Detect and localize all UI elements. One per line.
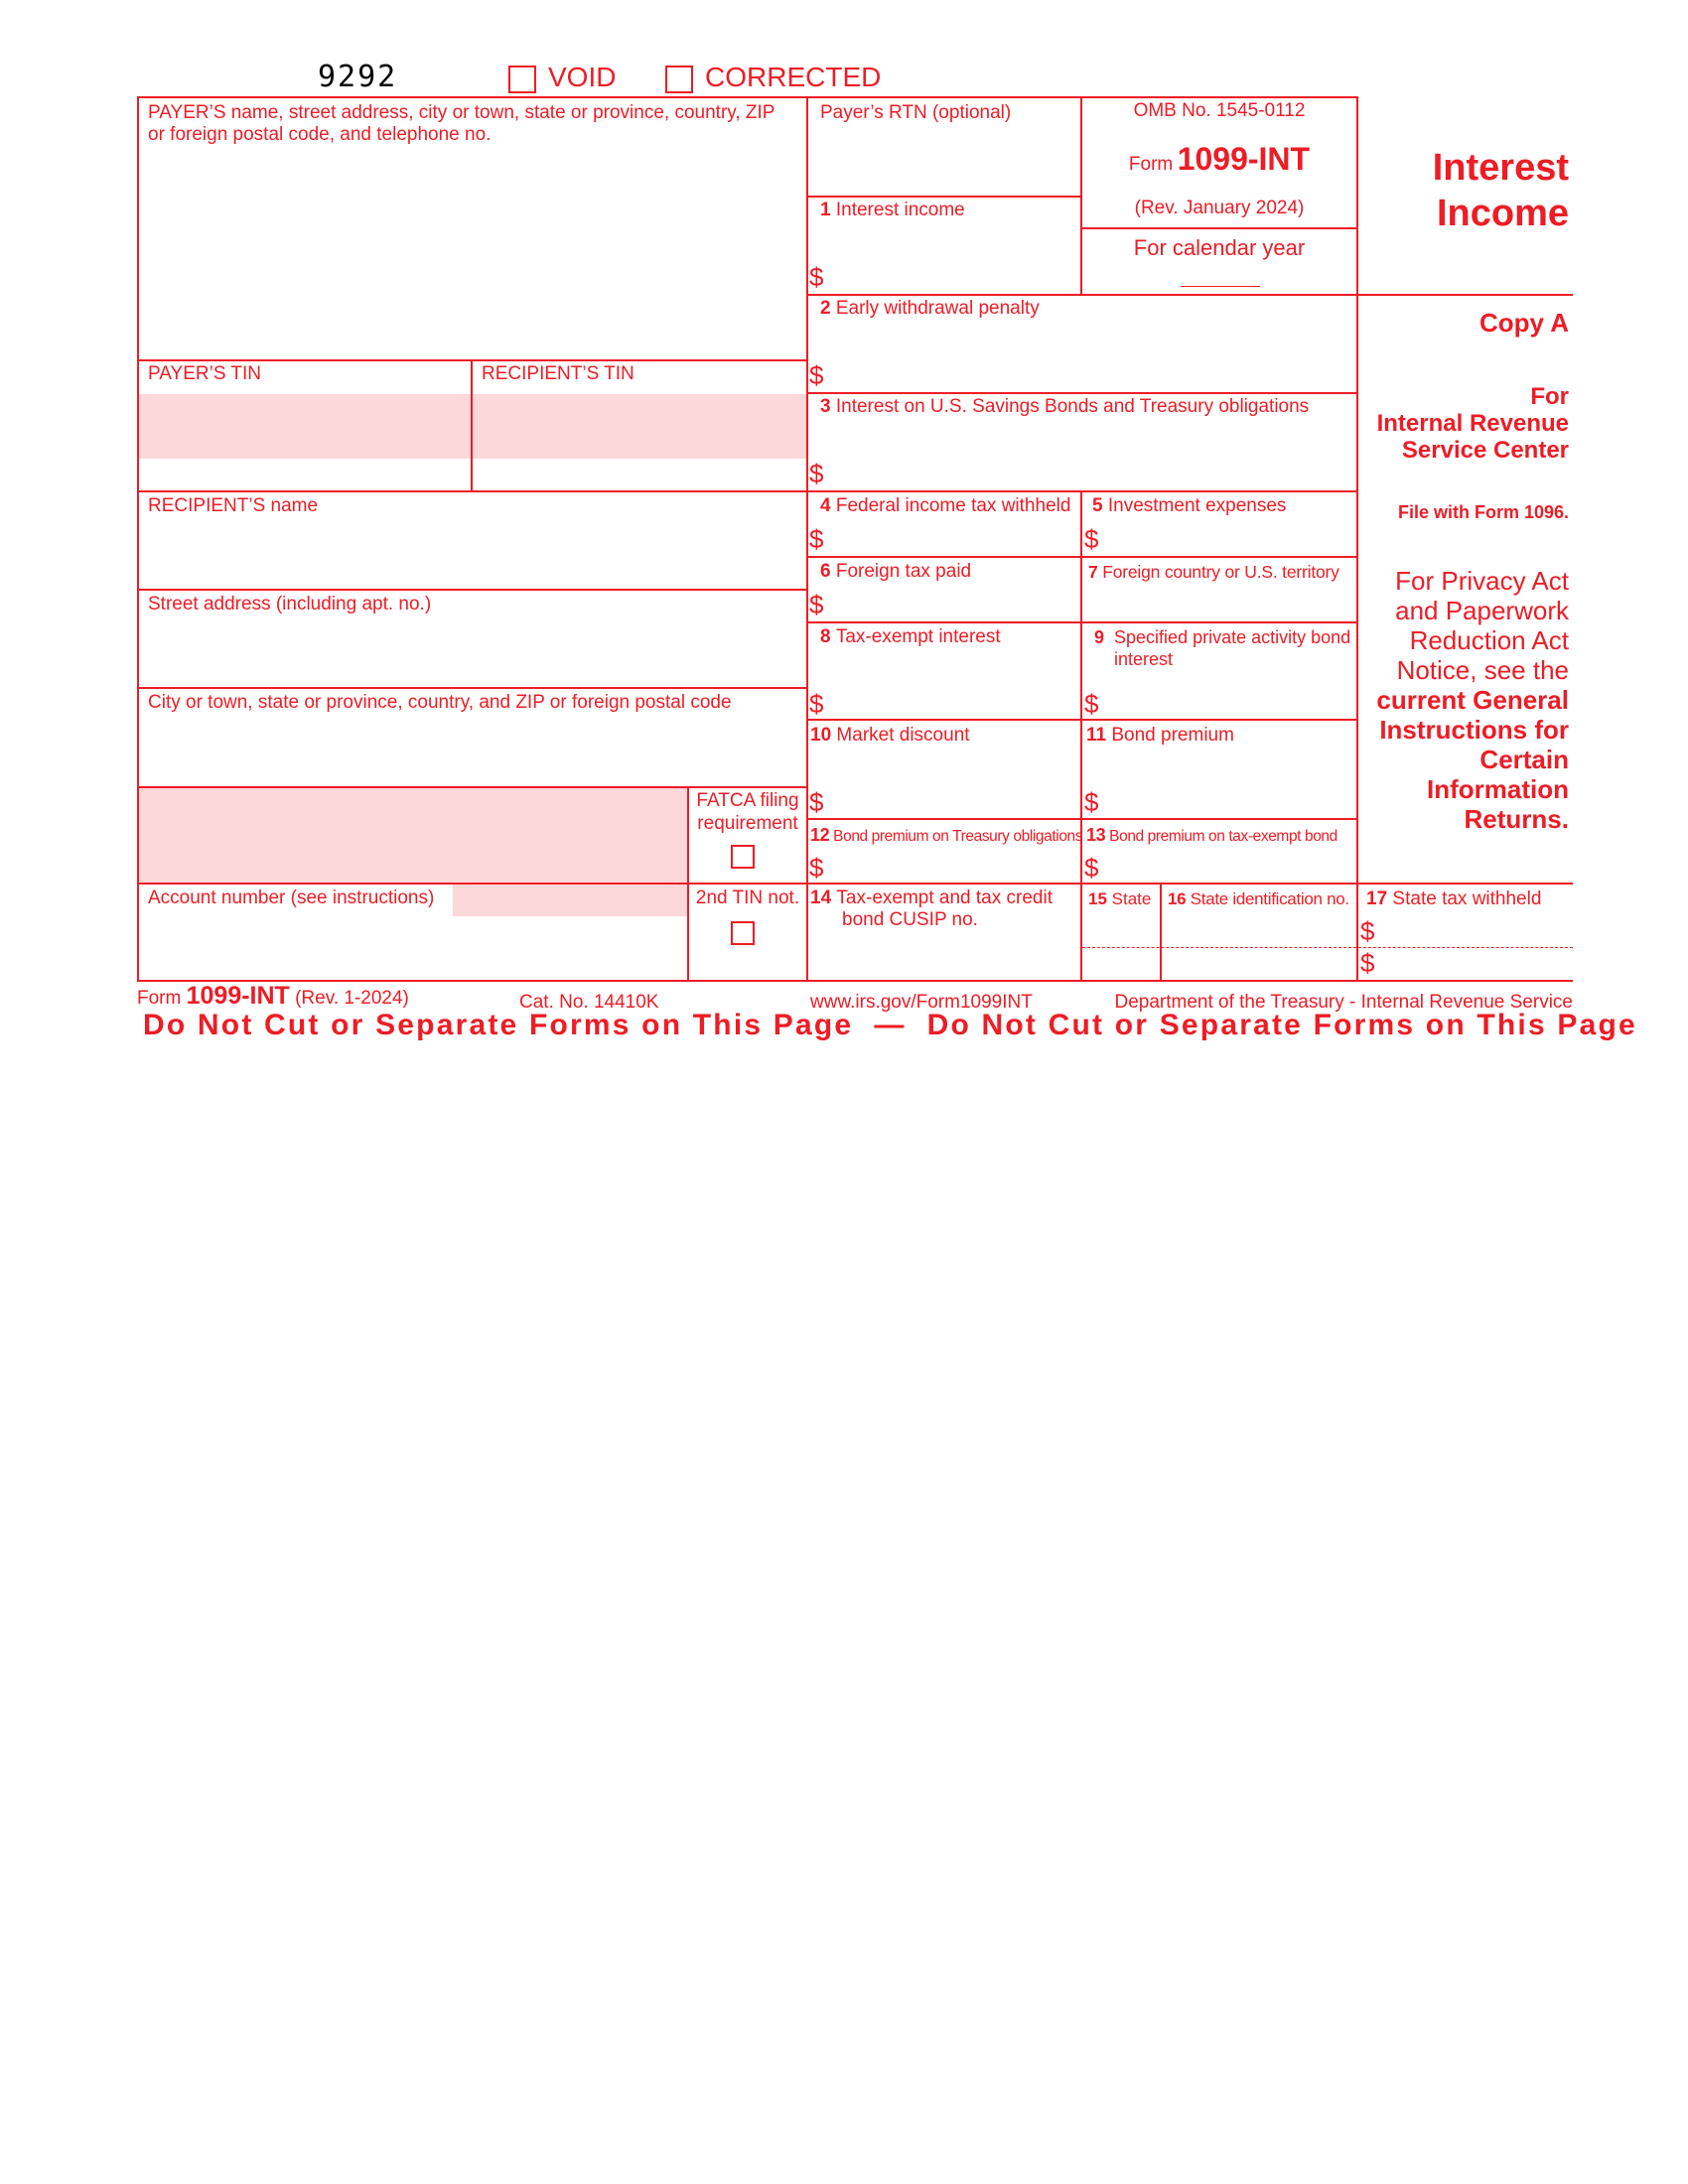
box4-dollar: $ xyxy=(809,524,824,554)
box12-dollar: $ xyxy=(809,853,824,883)
privacy-5: current General xyxy=(1376,685,1569,715)
for-line-2: Internal Revenue xyxy=(1376,410,1569,437)
payer-rtn-field[interactable] xyxy=(808,127,1080,195)
box13-label: 13 Bond premium on tax-exempt bond xyxy=(1086,825,1337,845)
fatca-label-2: requirement xyxy=(697,813,798,834)
payer-tin-label: PAYER’S TIN xyxy=(148,363,262,384)
footer-cat: Cat. No. 14410K xyxy=(519,992,659,1013)
privacy-6: Instructions for xyxy=(1379,715,1569,745)
street-address-field[interactable] xyxy=(139,617,806,687)
box1-label: 1 Interest income xyxy=(820,200,965,220)
side-title-1: Interest xyxy=(1432,147,1569,189)
form-number: 1099-INT xyxy=(1177,141,1311,177)
box10-label: 10 Market discount xyxy=(810,725,970,746)
recipient-tin-field[interactable] xyxy=(473,394,806,489)
box14-field[interactable] xyxy=(808,933,1080,979)
do-not-cut-banner: Do Not Cut or Separate Forms on This Page — Do Not Cut or Separate Forms on This Page xyxy=(143,1009,1637,1041)
box15-label: 15 State xyxy=(1088,889,1152,908)
box6-field[interactable] xyxy=(830,586,1078,619)
box13-field[interactable] xyxy=(1104,850,1354,882)
privacy-3: Reduction Act xyxy=(1409,625,1569,655)
privacy-2: and Paperwork xyxy=(1395,596,1569,625)
box17-label: 17 State tax withheld xyxy=(1366,888,1542,909)
box12-label: 12 Bond premium on Treasury obligations xyxy=(810,825,1083,845)
privacy-1: For Privacy Act xyxy=(1395,566,1569,596)
box5-dollar: $ xyxy=(1084,524,1099,554)
void-checkbox[interactable] xyxy=(508,66,536,93)
copy-a: Copy A xyxy=(1478,308,1569,338)
box8-label: 8 Tax-exempt interest xyxy=(820,626,1001,647)
box2-label: 2 Early withdrawal penalty xyxy=(820,298,1040,319)
box16-field[interactable] xyxy=(1162,913,1356,979)
second-tin-label: 2nd TIN not. xyxy=(695,887,800,908)
box16-label: 16 State identification no. xyxy=(1168,889,1349,908)
city-label: City or town, state or province, country, and ZIP or foreign postal code xyxy=(148,692,732,713)
for-line-1: For xyxy=(1530,383,1569,410)
box7-label: 7 Foreign country or U.S. territory xyxy=(1088,562,1339,582)
box1-field[interactable] xyxy=(830,224,1078,292)
box17-dollar-2: $ xyxy=(1360,948,1375,978)
city-field[interactable] xyxy=(139,715,806,786)
box2-field[interactable] xyxy=(830,323,1352,390)
box9-label-2: interest xyxy=(1114,649,1174,669)
box9-label-1: 9 Specified private activity bond xyxy=(1094,627,1351,647)
privacy-7: Certain xyxy=(1479,745,1569,774)
payer-tin-field[interactable] xyxy=(139,394,471,489)
recipient-name-field[interactable] xyxy=(139,518,806,588)
box11-label: 11 Bond premium xyxy=(1086,725,1234,746)
side-title-2: Income xyxy=(1436,193,1569,234)
box6-label: 6 Foreign tax paid xyxy=(820,561,972,582)
box17-field[interactable] xyxy=(1380,913,1573,979)
box13-dollar: $ xyxy=(1084,853,1099,883)
privacy-8: Information xyxy=(1427,774,1569,804)
form-number-block xyxy=(1082,141,1356,178)
box8-dollar: $ xyxy=(809,689,824,719)
fatca-label-1: FATCA filing xyxy=(696,790,799,811)
box12-field[interactable] xyxy=(830,850,1078,882)
box5-field[interactable] xyxy=(1104,520,1354,554)
payer-rtn-label: Payer’s RTN (optional) xyxy=(820,102,1012,123)
box11-dollar: $ xyxy=(1084,787,1099,817)
privacy-4: Notice, see the xyxy=(1396,655,1569,685)
box3-label: 3 Interest on U.S. Savings Bonds and Treasury obligations xyxy=(820,396,1310,417)
void-label: VOID xyxy=(548,62,617,92)
box7-field[interactable] xyxy=(1084,586,1354,619)
box9-field[interactable] xyxy=(1104,671,1354,717)
corrected-checkbox[interactable] xyxy=(665,66,693,93)
footer-form: Form 1099-INT (Rev. 1-2024) xyxy=(137,982,409,1010)
corrected-label: CORRECTED xyxy=(705,62,882,92)
box2-dollar: $ xyxy=(809,360,824,390)
form-word: Form xyxy=(1128,154,1174,175)
account-number-label: Account number (see instructions) xyxy=(148,887,435,908)
box17-dollar-1: $ xyxy=(1360,916,1375,946)
fatca-checkbox[interactable] xyxy=(731,845,755,869)
box11-field[interactable] xyxy=(1104,751,1354,816)
file-with: File with Form 1096. xyxy=(1397,502,1569,522)
box8-field[interactable] xyxy=(830,651,1078,717)
street-address-label: Street address (including apt. no.) xyxy=(148,594,432,614)
payer-name-field[interactable] xyxy=(139,149,806,357)
box1-dollar: $ xyxy=(809,262,824,292)
box6-dollar: $ xyxy=(809,590,824,619)
box4-label: 4 Federal income tax withheld xyxy=(820,495,1071,516)
form-rev: (Rev. January 2024) xyxy=(1134,198,1305,218)
blank-shade xyxy=(139,788,687,884)
payer-name-label: PAYER’S name, street address, city or town, state or province, country, ZIP xyxy=(148,102,775,123)
calendar-year-line[interactable] xyxy=(1181,286,1260,287)
box14-label-2: bond CUSIP no. xyxy=(842,909,978,930)
box15-field[interactable] xyxy=(1082,913,1160,979)
form-code: 9292 xyxy=(318,60,398,94)
box9-dollar: $ xyxy=(1084,689,1099,719)
box5-label: 5 Investment expenses xyxy=(1092,495,1287,516)
box10-field[interactable] xyxy=(830,751,1078,816)
footer-dept: Department of the Treasury - Internal Revenue Service xyxy=(1114,992,1573,1013)
box4-field[interactable] xyxy=(830,520,1078,554)
footer-url: www.irs.gov/Form1099INT xyxy=(810,992,1033,1013)
box14-label-1: 14 Tax-exempt and tax credit xyxy=(810,887,1053,908)
privacy-9: Returns. xyxy=(1464,804,1569,834)
calendar-year-label: For calendar year xyxy=(1133,235,1306,260)
omb-number: OMB No. 1545-0112 xyxy=(1133,100,1306,121)
box3-dollar: $ xyxy=(809,459,824,488)
account-shade xyxy=(453,885,687,916)
recipient-tin-label: RECIPIENT’S TIN xyxy=(482,363,634,384)
payer-name-label-2: or foreign postal code, and telephone no. xyxy=(148,124,492,145)
second-tin-checkbox[interactable] xyxy=(731,921,755,945)
recipient-name-label: RECIPIENT’S name xyxy=(148,495,319,516)
box3-field[interactable] xyxy=(830,421,1352,488)
account-number-field[interactable] xyxy=(139,915,687,979)
for-line-3: Service Center xyxy=(1401,437,1569,464)
box10-dollar: $ xyxy=(809,787,824,817)
